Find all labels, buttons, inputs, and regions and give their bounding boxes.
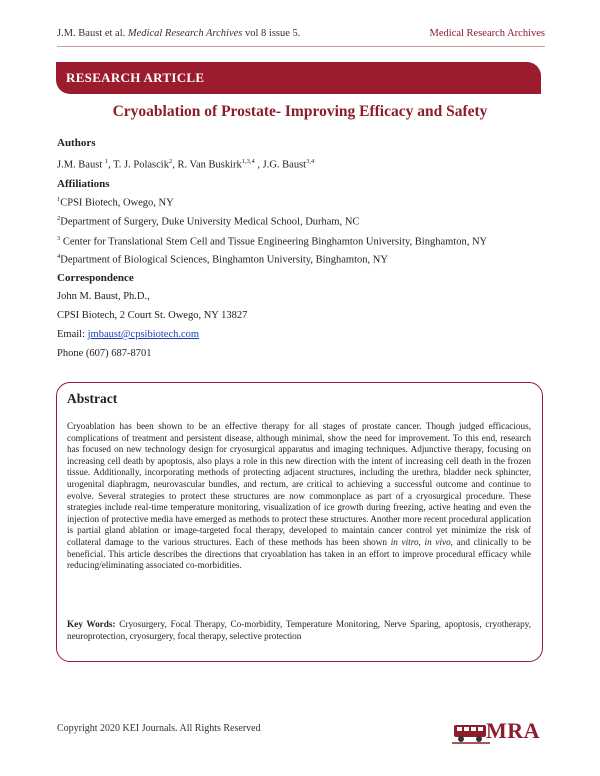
affiliation-sup: 1 — [57, 196, 61, 203]
abstract-comma: , — [418, 536, 425, 547]
abstract-heading: Abstract — [67, 391, 118, 406]
abstract-in-vivo: in vivo — [424, 536, 451, 547]
citation-issue: vol 8 issue 5. — [242, 28, 301, 39]
keywords — [67, 619, 531, 642]
correspondence-email-line — [57, 329, 199, 340]
keywords-label: Key Words: — [67, 619, 116, 629]
author-list — [57, 158, 314, 171]
affiliation-sup: 3 — [57, 235, 61, 242]
affiliation-text: CPSI Biotech, Owego, NY — [60, 197, 174, 209]
abstract-body-end: , and clinically to be beneficial. This article describes the directions that cryoablation has taken in an effort to improve procedural efficacy while reducing/eliminating associated co-morbidities. — [67, 536, 531, 571]
author-name: , J.G. Baust — [254, 159, 307, 171]
affiliation-sup: 4 — [57, 253, 61, 260]
author-sup: 1,3,4 — [241, 158, 255, 165]
copyright-notice: Copyright 2020 KEI Journals. All Rights Reserved — [57, 723, 261, 734]
running-header — [57, 28, 545, 44]
correspondence-address: CPSI Biotech, 2 Court St. Owego, NY 13827 — [57, 310, 248, 321]
affiliations-heading: Affiliations — [57, 178, 110, 190]
journal-name: Medical Research Archives — [429, 28, 545, 39]
authors-heading: Authors — [57, 137, 96, 149]
author-name: J.M. Baust — [57, 159, 105, 171]
author-sup: 3,4 — [306, 158, 315, 165]
keywords-list: Cryosurgery, Focal Therapy, Co-morbidity, Temperature Monitoring, Nerve Sparing, apoptosis, cryotherapy, neuroprotection, cryosurgery, focal therapy, selective protection — [67, 619, 531, 641]
email-label: Email: — [57, 329, 88, 340]
author-sup: 1 — [104, 158, 109, 165]
correspondence-phone: Phone (607) 687-8701 — [57, 348, 152, 359]
citation-line — [57, 28, 300, 39]
article-type-label: RESEARCH ARTICLE — [66, 70, 205, 85]
correspondence-heading: Correspondence — [57, 272, 134, 284]
email-link[interactable]: jmbaust@cpsibiotech.com — [87, 329, 200, 340]
affiliation-item — [57, 196, 174, 209]
mra-logo — [452, 716, 544, 746]
affiliation-text: Department of Surgery, Duke University Medical School, Durham, NC — [60, 216, 360, 228]
abstract-body: Cryoablation has been shown to be an effective therapy for all stages of prostate cancer. Though judged efficacious, complications of treatment and persistent disease, although minimal, show the need for improvement. To this end, research has focused on new technology design for cryosurgical apparatus and imaging techniques. Adjunctive therapy, focusing on increasing cell death by apoptosis, also plays a role in this new direction with the intent of increasing cell death in the frozen tissue. Additionally, incorporating methods of protecting adjacent structures, including the urethra, bladder neck sphincter, urogenital diaphragm, neurovascular bundles, and rectum, are critical to achieving a successful outcome and continue to evolve. Several strategies to protect these structures are now commonplace as part of a cryosurgical procedure. These strategies include real-time temperature monitoring, visualization of ice growth during freezing, active heating and even the injection of protective media have emerged as methods to protect these structures. Another more recent procedural application is partial gland ablation or image-targeted focal therapy, developed to maintain cancer control yet minimize the risk of collateral damage to the various structures. Each of these methods has been shown — [67, 421, 531, 547]
article-type-banner — [56, 62, 541, 94]
logo-text: MRA — [486, 718, 541, 743]
author-name: , T. J. Polascik — [108, 159, 169, 171]
correspondence-name: John M. Baust, Ph.D., — [57, 291, 150, 302]
affiliation-item — [57, 253, 388, 266]
header-divider — [57, 46, 545, 47]
affiliation-item — [57, 235, 487, 248]
abstract-box — [56, 382, 543, 662]
abstract-text — [67, 421, 531, 572]
affiliation-item — [57, 215, 359, 228]
citation-authors: J.M. Baust et al. — [57, 28, 128, 39]
citation-journal: Medical Research Archives — [127, 28, 243, 39]
abstract-in-vitro: in vitro — [390, 536, 419, 547]
paper-title: Cryoablation of Prostate- Improving Efficacy and Safety — [112, 103, 488, 120]
author-name: , R. Van Buskirk — [172, 159, 242, 171]
affiliation-sup: 2 — [57, 215, 61, 222]
affiliation-text: Department of Biological Sciences, Binghamton University, Binghamton, NY — [60, 254, 388, 266]
affiliation-text: Center for Translational Stem Cell and Tissue Engineering Binghamton University, Binghamton, NY — [60, 236, 488, 248]
author-sup: 2 — [168, 158, 173, 165]
